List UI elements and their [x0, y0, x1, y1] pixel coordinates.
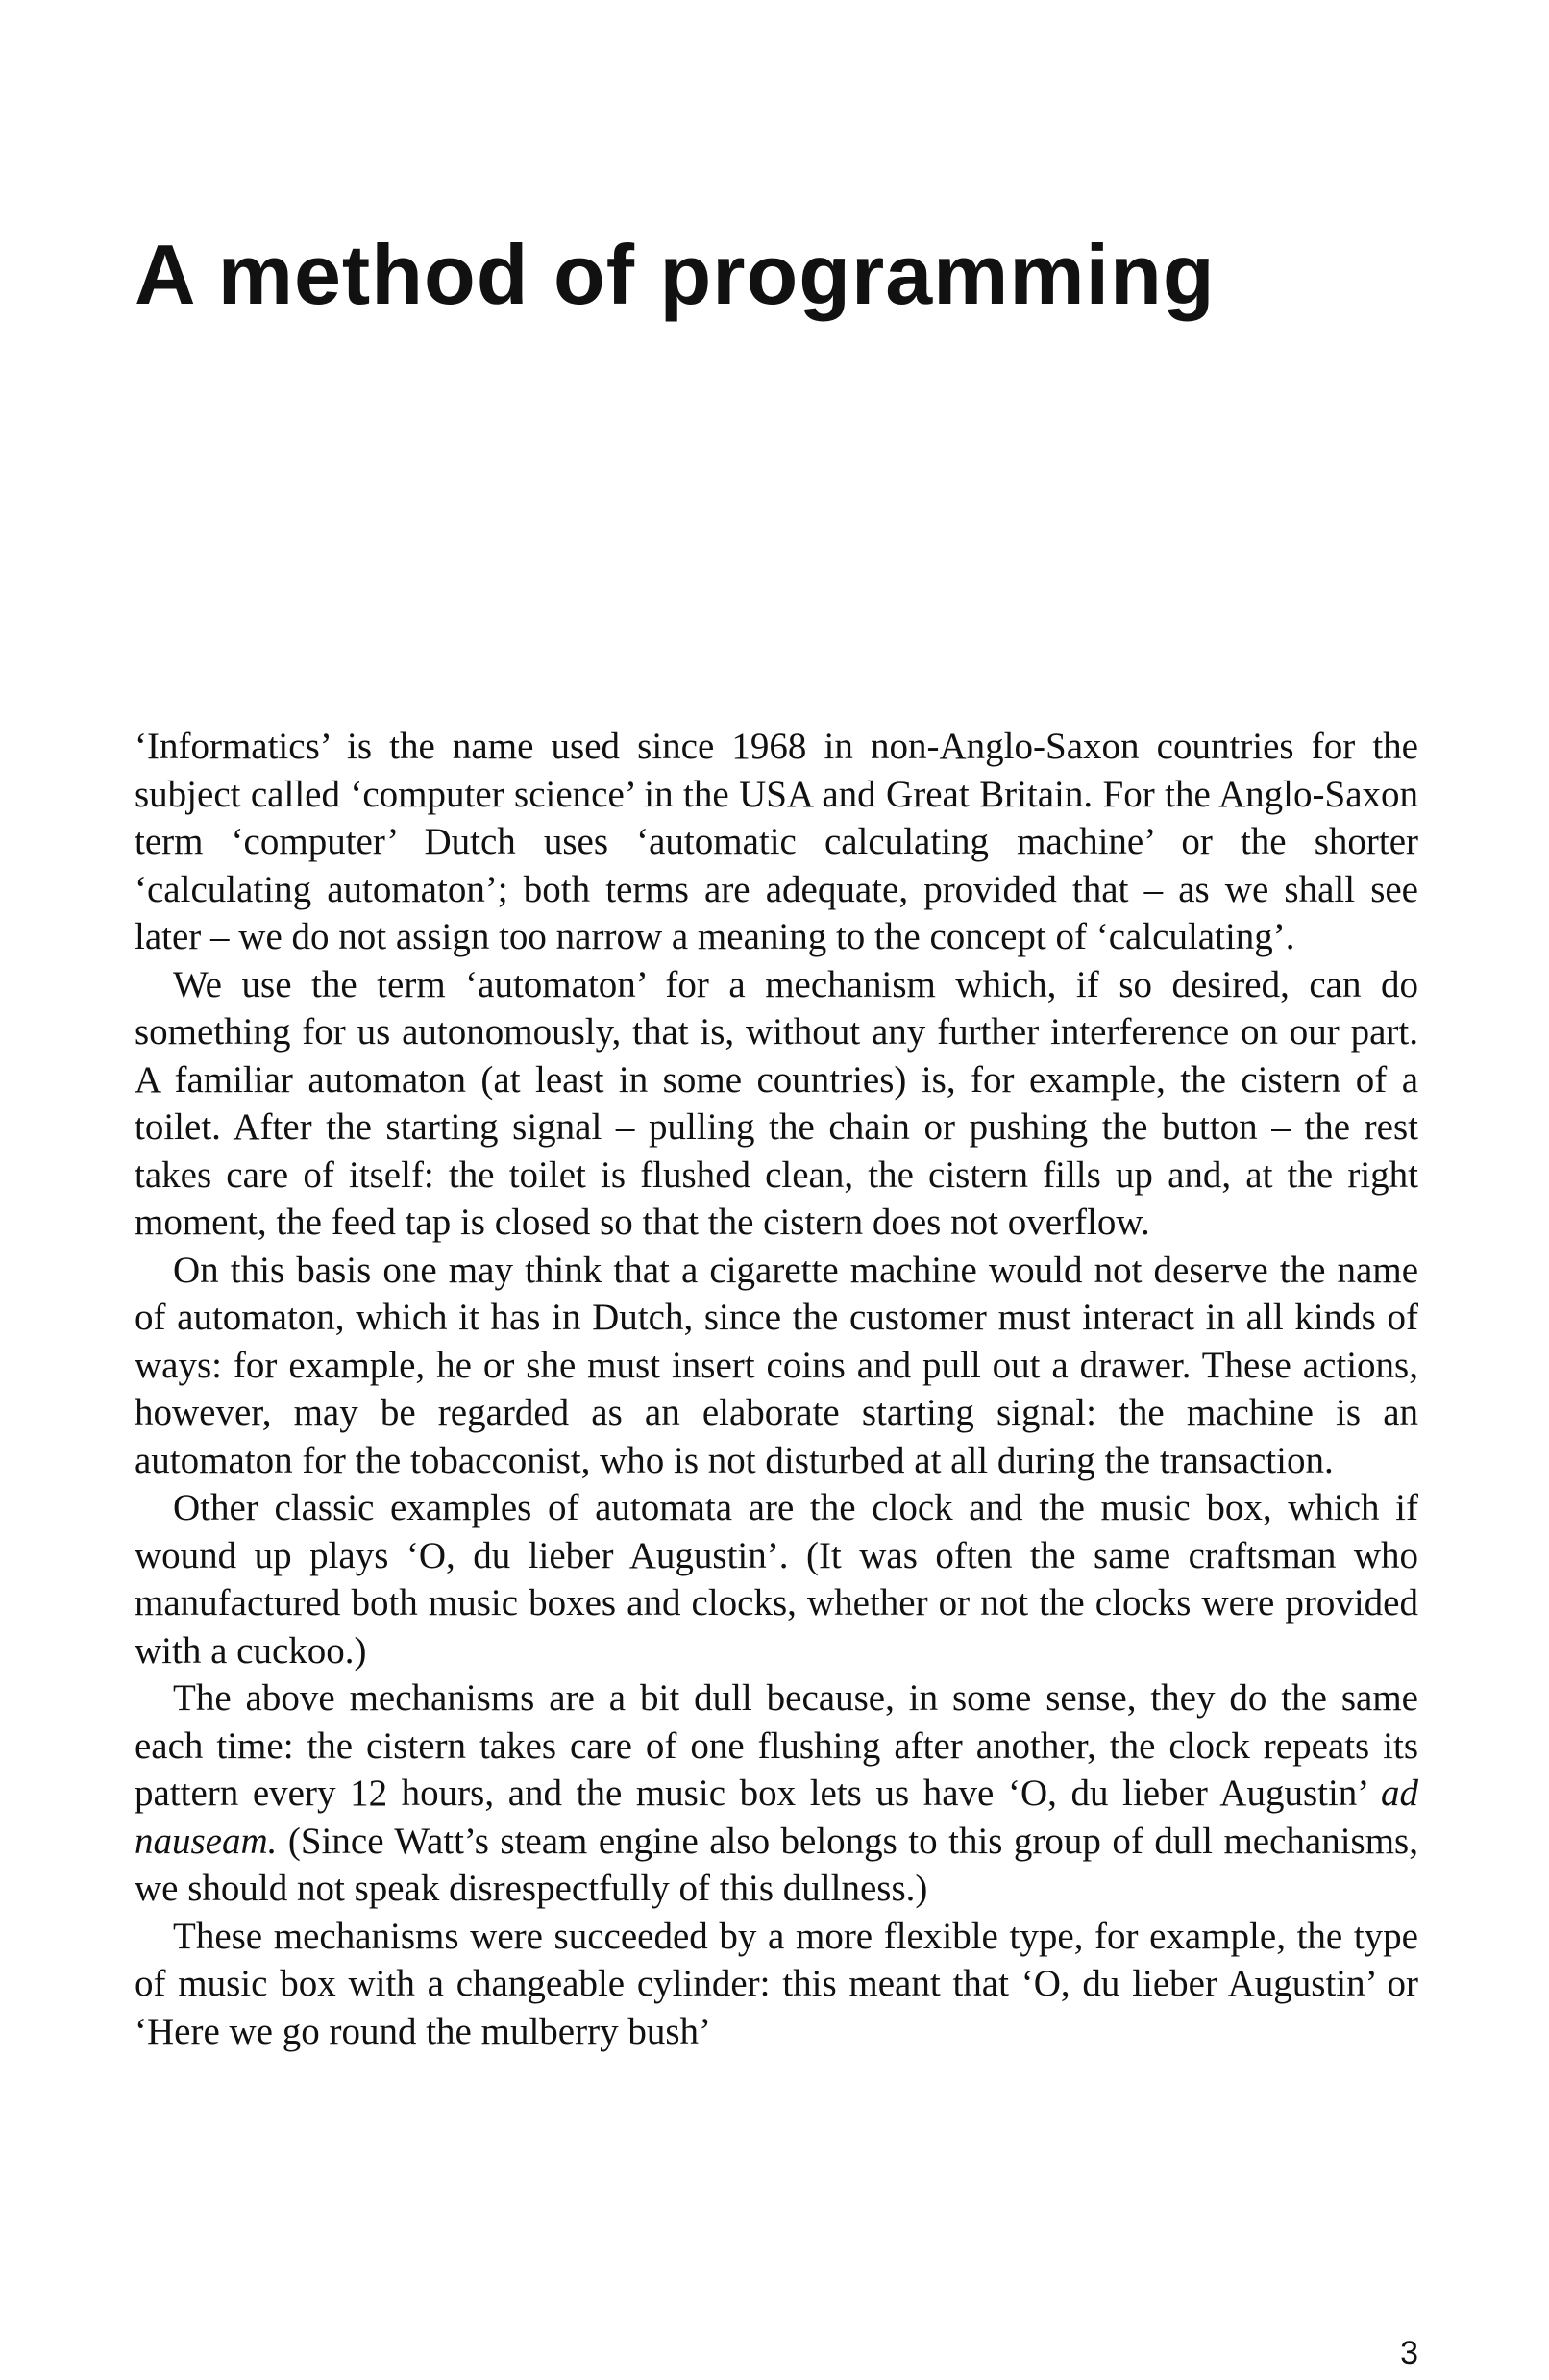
emphasis-ad-nauseam: ad nauseam. — [135, 1773, 1418, 1862]
paragraph-1: ‘Informatics’ is the name used since 1968 in non-Anglo-Saxon countries for the subject called ‘computer science’ in the USA and Great Britain. For the Anglo-Saxon term ‘computer’ Dutch uses ‘automatic calculating machine’ or the shorter ‘calculating automaton’; both terms are adequate, provided that – as we shall see later – we do not assign too narrow a meaning to the concept of ‘calculating’. — [135, 726, 1418, 957]
paragraph-5-text-start: The above mechanisms are a bit dull because, in some sense, they do the same each time: the cistern takes care of one flushing after another, the clock repeats its pattern every 12 hours, and the music box lets us have ‘O, du lieber Augustin’ — [135, 1677, 1418, 1814]
paragraph-4: Other classic examples of automata are the clock and the music box, which if wound up plays ‘O, du lieber Augustin’. (It was often the same craftsman who manufactured both music boxes and clocks, whether or not the clocks were provided with a cuckoo.) — [135, 1487, 1418, 1672]
paragraph-5 — [135, 1674, 1418, 1913]
paragraph-2: We use the term ‘automaton’ for a mechanism which, if so desired, can do something for us autonomously, that is, without any further interference on our part. A familiar automaton (at least in some countries) is, for example, the cistern of a toilet. After the starting signal – pulling the chain or pushing the button – the rest takes care of itself: the toilet is flushed clean, the cistern fills up and, at the right moment, the feed tap is closed so that the cistern does not overflow. — [135, 963, 1418, 1243]
page-number: 3 — [1400, 2335, 1418, 2371]
paragraph-5-text-end: (Since Watt’s steam engine also belongs to this group of dull mechanisms, we should not speak disrespectfully of this dullness.) — [135, 1820, 1418, 1909]
chapter-title: A method of programming — [135, 227, 1216, 322]
paragraph-3: On this basis one may think that a cigarette machine would not deserve the name of automaton, which it has in Dutch, since the customer must interact in all kinds of ways: for example, he or she must insert coins and pull out a drawer. These actions, however, may be regarded as an elaborate starting signal: the machine is an automaton for the tobacconist, who is not disturbed at all during the transaction. — [135, 1249, 1418, 1481]
body-text — [135, 723, 1418, 2055]
paragraph-6: These mechanisms were succeeded by a more flexible type, for example, the type of music box with a changeable cylinder: this meant that ‘O, du lieber Augustin’ or ‘Here we go round the mulberry bush’ — [135, 1915, 1418, 2052]
